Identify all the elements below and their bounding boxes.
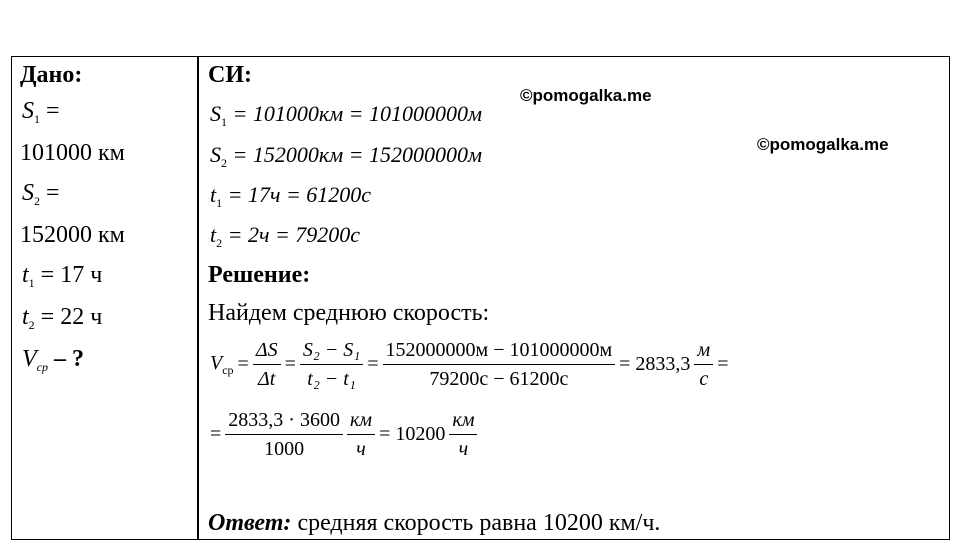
fraction-unit-kmh-1: $\frac{км}{ч}$ bbox=[347, 408, 375, 461]
given-t1: $t_1 = 17$ ч bbox=[22, 262, 103, 290]
given-s2: $S_2$ = bbox=[22, 180, 60, 208]
watermark-1: ©pomogalka.me bbox=[520, 86, 652, 105]
formula-line-1: $V_{ср}$ = $\frac{\Delta S}{\Delta t}$ = $\frac{\text{S₂ − S₁}}{\text{t₂ − t₁}}$ = $\frac{152000000м - 101000000м}{79200с - 61200с}$ = 2833,3 $\frac{м}{с}$ = bbox=[210, 339, 729, 390]
fraction-delta: $\frac{\Delta S}{\Delta t}$ bbox=[253, 338, 281, 391]
given-unknown: $V_{ср}$ – ? bbox=[22, 346, 84, 374]
si-row-2: $S_2 = 152000км = 152000000м$ bbox=[210, 142, 483, 170]
formula-line-2: = $\frac{2833,3 \cdot 3600}{1000}$ $\frac{км}{ч}$ = 10200 $\frac{км}{ч}$ bbox=[208, 408, 479, 461]
given-s2-value: 152000 км bbox=[20, 222, 125, 248]
given-header: Дано: bbox=[20, 62, 83, 88]
column-divider bbox=[197, 56, 199, 540]
fraction-conversion: $\frac{2833,3 \cdot 3600}{1000}$ bbox=[225, 408, 343, 461]
watermark-2: ©pomogalka.me bbox=[757, 135, 889, 154]
fraction-symbolic: $\frac{\text{S₂ − S₁}}{\text{t₂ − t₁}}$ bbox=[300, 338, 363, 391]
given-s1-value: 101000 км bbox=[20, 140, 125, 166]
solution-intro: Найдем среднюю скорость: bbox=[208, 300, 490, 326]
si-row-1: $S_1 = 101000км = 101000000м$ bbox=[210, 101, 483, 129]
solution-header: Решение: bbox=[208, 262, 311, 288]
si-row-3: $t_1 = 17ч = 61200с$ bbox=[210, 182, 372, 210]
given-t2: $t_2 = 22$ ч bbox=[22, 304, 103, 332]
answer-label: Ответ: bbox=[208, 510, 292, 536]
si-header: СИ: bbox=[208, 62, 252, 88]
fraction-unit: $\frac{м}{с}$ bbox=[694, 338, 713, 391]
answer-line bbox=[208, 510, 660, 537]
fraction-numeric: $\frac{152000000м - 101000000м}{79200с - 61200с}$ bbox=[383, 338, 616, 391]
si-row-4: $t_2 = 2ч = 79200с$ bbox=[210, 222, 361, 250]
fraction-unit-kmh-2: $\frac{км}{ч}$ bbox=[449, 408, 477, 461]
answer-text: средняя скорость равна 10200 км/ч. bbox=[291, 510, 661, 536]
given-s1: $S_1$ = bbox=[22, 98, 60, 126]
